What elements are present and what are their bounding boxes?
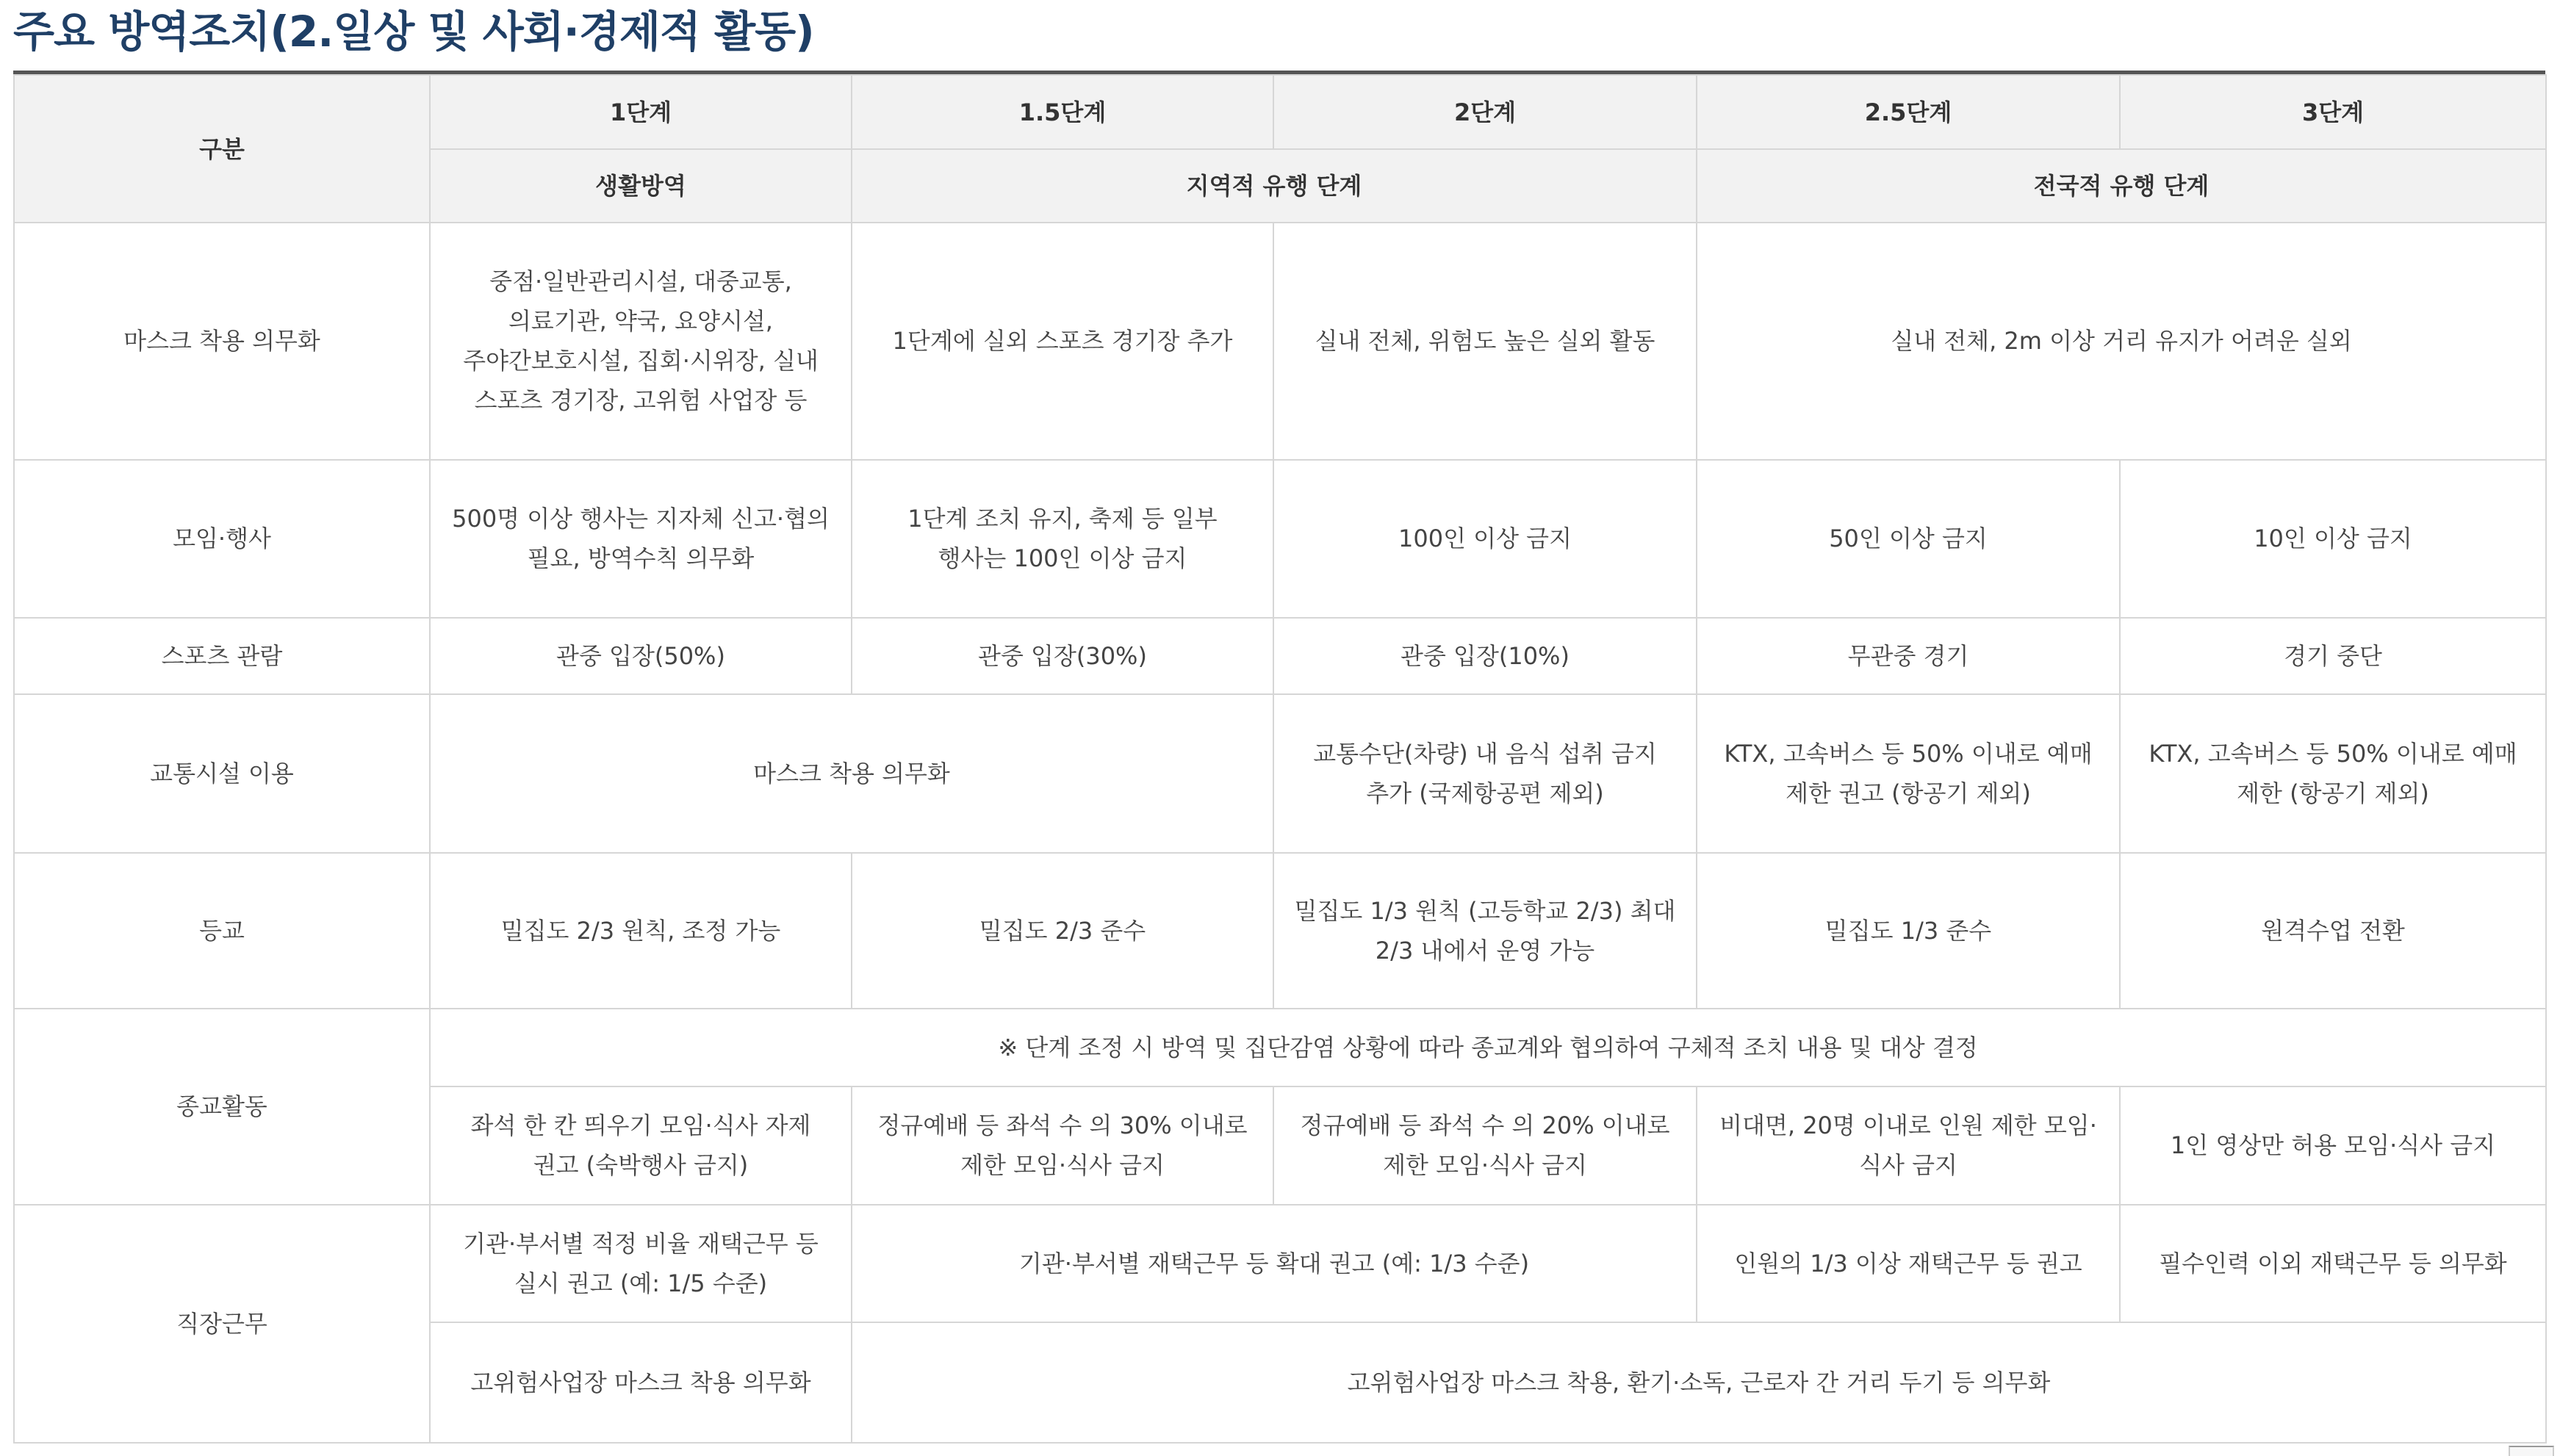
cell-gathering-l3: 10인 이상 금지 (2120, 460, 2546, 618)
cell-transport-l2: 교통수단(차량) 내 음식 섭취 금지 추가 (국제항공편 제외) (1273, 694, 1697, 853)
row-label-mask: 마스크 착용 의무화 (14, 223, 430, 459)
cell-transport-l1-15: 마스크 착용 의무화 (430, 694, 1273, 853)
cell-school-l15: 밀집도 2/3 준수 (852, 853, 1273, 1009)
cell-mask-l15: 1단계에 실외 스포츠 경기장 추가 (852, 223, 1273, 459)
cell-transport-l25: KTX, 고속버스 등 50% 이내로 예매 제한 권고 (항공기 제외) (1697, 694, 2120, 853)
header-level-2-5: 2.5단계 (1697, 75, 2120, 149)
cell-sports-l25: 무관중 경기 (1697, 618, 2120, 694)
header-level-3: 3단계 (2120, 75, 2546, 149)
cell-mask-l2: 실내 전체, 위험도 높은 실외 활동 (1273, 223, 1697, 459)
cell-sports-l15: 관중 입장(30%) (852, 618, 1273, 694)
row-work (14, 1205, 2546, 1322)
header-level-1: 1단계 (430, 75, 852, 149)
header-row-levels (14, 75, 2546, 149)
row-label-transport: 교통시설 이용 (14, 694, 430, 853)
row-religion-note (14, 1009, 2546, 1086)
header-group-life: 생활방역 (430, 149, 852, 223)
cell-sports-l3: 경기 중단 (2120, 618, 2546, 694)
header-level-2: 2단계 (1273, 75, 1697, 149)
row-school (14, 853, 2546, 1009)
cell-work-l15-2: 기관·부서별 재택근무 등 확대 권고 (예: 1/3 수준) (852, 1205, 1697, 1322)
row-label-work: 직장근무 (14, 1205, 430, 1443)
cell-work-risk-l1: 고위험사업장 마스크 착용 의무화 (430, 1322, 852, 1443)
cell-school-l25: 밀집도 1/3 준수 (1697, 853, 2120, 1009)
cell-religion-l15: 정규예배 등 좌석 수 의 30% 이내로 제한 모임·식사 금지 (852, 1086, 1273, 1204)
cell-sports-l1: 관중 입장(50%) (430, 618, 852, 694)
row-label-school: 등교 (14, 853, 430, 1009)
cell-transport-l3: KTX, 고속버스 등 50% 이내로 예매 제한 (항공기 제외) (2120, 694, 2546, 853)
cell-religion-l2: 정규예배 등 좌석 수 의 20% 이내로 제한 모임·식사 금지 (1273, 1086, 1697, 1204)
cell-work-l3: 필수인력 이외 재택근무 등 의무화 (2120, 1205, 2546, 1322)
cell-gathering-l25: 50인 이상 금지 (1697, 460, 2120, 618)
cell-gathering-l2: 100인 이상 금지 (1273, 460, 1697, 618)
measures-table (13, 74, 2547, 1444)
cell-religion-note: ※ 단계 조정 시 방역 및 집단감염 상황에 따라 종교계와 협의하여 구체적 조치 내용 및 대상 결정 (430, 1009, 2546, 1086)
header-group-regional: 지역적 유행 단계 (852, 149, 1697, 223)
row-label-religion: 종교활동 (14, 1009, 430, 1204)
row-label-sports: 스포츠 관람 (14, 618, 430, 694)
row-transport (14, 694, 2546, 853)
cell-religion-l25: 비대면, 20명 이내로 인원 제한 모임·식사 금지 (1697, 1086, 2120, 1204)
cell-school-l3: 원격수업 전환 (2120, 853, 2546, 1009)
cell-religion-l1: 좌석 한 칸 띄우기 모임·식사 자제 권고 (숙박행사 금지) (430, 1086, 852, 1204)
header-level-1-5: 1.5단계 (852, 75, 1273, 149)
cell-school-l1: 밀집도 2/3 원칙, 조정 가능 (430, 853, 852, 1009)
cell-mask-l1: 중점·일반관리시설, 대중교통, 의료기관, 약국, 요양시설, 주야간보호시설, 집회·시위장, 실내 스포츠 경기장, 고위험 사업장 등 (430, 223, 852, 459)
cell-sports-l2: 관중 입장(10%) (1273, 618, 1697, 694)
cell-religion-l3: 1인 영상만 허용 모임·식사 금지 (2120, 1086, 2546, 1204)
page-title: 주요 방역조치(2.일상 및 사회·경제적 활동) (13, 7, 814, 57)
row-gathering (14, 460, 2546, 618)
cell-work-risk-rest: 고위험사업장 마스크 착용, 환기·소독, 근로자 간 거리 두기 등 의무화 (852, 1322, 2546, 1443)
cell-work-l1: 기관·부서별 적정 비율 재택근무 등 실시 권고 (예: 1/5 수준) (430, 1205, 852, 1322)
cell-gathering-l1: 500명 이상 행사는 지자체 신고·협의 필요, 방역수칙 의무화 (430, 460, 852, 618)
cell-work-l25: 인원의 1/3 이상 재택근무 등 권고 (1697, 1205, 2120, 1322)
header-category: 구분 (14, 75, 430, 223)
cell-mask-l25-3: 실내 전체, 2m 이상 거리 유지가 어려운 실외 (1697, 223, 2546, 459)
row-mask (14, 223, 2546, 459)
row-sports (14, 618, 2546, 694)
row-label-gathering: 모임·행사 (14, 460, 430, 618)
cell-school-l2: 밀집도 1/3 원칙 (고등학교 2/3) 최대 2/3 내에서 운영 가능 (1273, 853, 1697, 1009)
cell-gathering-l15: 1단계 조치 유지, 축제 등 일부 행사는 100인 이상 금지 (852, 460, 1273, 618)
header-group-national: 전국적 유행 단계 (1697, 149, 2546, 223)
